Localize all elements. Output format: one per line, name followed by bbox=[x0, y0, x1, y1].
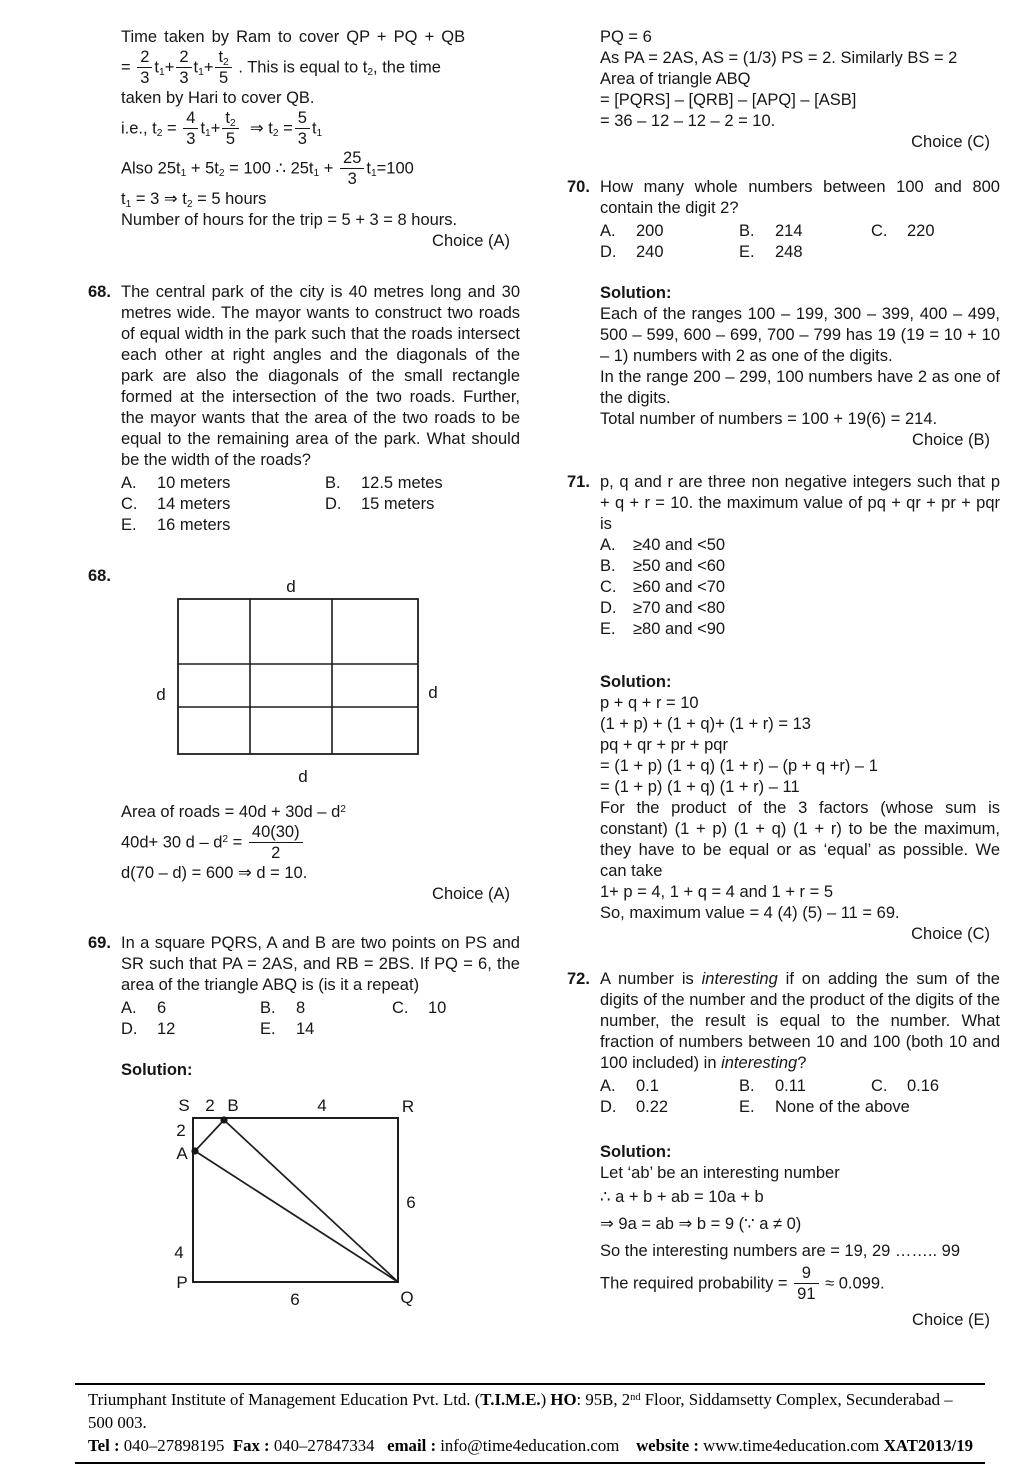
solution-line: ∴ a + b + ab = 10a + b bbox=[600, 1188, 764, 1206]
option-row bbox=[600, 577, 1000, 598]
option-letter: C. bbox=[121, 494, 138, 513]
segment-aq bbox=[195, 1151, 398, 1282]
option-value: 15 meters bbox=[361, 494, 435, 513]
solution-line: Area of roads = $40d + 30d - d^2$ bbox=[121, 802, 346, 821]
solution-line: ⇒ 9a = ab ⇒ b = 9 (∵ a ≠ 0) bbox=[600, 1215, 802, 1233]
solution-line: PQ = 6 bbox=[600, 28, 652, 46]
option-letter: D. bbox=[600, 1098, 617, 1116]
length-sb-label: 2 bbox=[205, 1095, 215, 1115]
figure-number: 68. bbox=[88, 566, 111, 585]
vertex-s-label: S bbox=[178, 1095, 190, 1115]
option-value: 10 meters bbox=[157, 473, 231, 492]
solution-line: Area of triangle ABQ bbox=[600, 70, 751, 88]
option-row bbox=[600, 556, 1000, 577]
option-value: 248 bbox=[775, 243, 803, 261]
left-column bbox=[88, 0, 520, 1319]
option-value: 240 bbox=[636, 243, 664, 261]
solution-69-continued bbox=[600, 27, 1000, 153]
option-value: 6 bbox=[157, 998, 167, 1017]
option-value: 214 bbox=[775, 222, 803, 240]
option-value: 14 meters bbox=[157, 494, 231, 513]
option-letter: B. bbox=[260, 998, 276, 1017]
point-a-dot bbox=[191, 1147, 198, 1154]
choice-label: Choice (E) bbox=[912, 1310, 990, 1329]
solution-67-continued bbox=[121, 27, 520, 252]
solution-line: Time taken by Ram to cover QP + PQ + QB bbox=[121, 28, 466, 46]
option-letter: D. bbox=[600, 243, 617, 261]
solution-line: = (1 + p) (1 + q) (1 + r) – 11 bbox=[600, 778, 800, 796]
choice-label: Choice (C) bbox=[911, 133, 990, 151]
road-width-label-bottom: d bbox=[298, 766, 308, 786]
solution-line: = 36 – 12 – 12 – 2 = 10. bbox=[600, 112, 776, 130]
road-width-label-left: d bbox=[156, 684, 166, 704]
option-value: ≥70 and <80 bbox=[633, 599, 726, 617]
point-b-dot bbox=[220, 1116, 227, 1123]
question-number: 70. bbox=[567, 178, 590, 196]
option-letter: C. bbox=[871, 1077, 888, 1095]
question-68 bbox=[88, 282, 520, 536]
vertex-q-label: Q bbox=[400, 1287, 414, 1307]
option-row bbox=[600, 535, 1000, 556]
park-rect bbox=[178, 599, 418, 754]
solution-line: = $\frac{2}{3}$ $t_1+$ $\frac{2}{3}$ $t_1+$ $\frac{t_2}{5}$ . This is equal to $t_2$, the time bbox=[121, 48, 441, 88]
solution-72 bbox=[600, 1142, 1000, 1331]
option-letter: B. bbox=[325, 473, 341, 492]
segment-bq bbox=[224, 1120, 398, 1282]
square-pqrs bbox=[193, 1118, 398, 1282]
option-value: 8 bbox=[296, 998, 306, 1017]
solution-68 bbox=[121, 802, 520, 905]
solution-line: d(70 – d) = 600 ⇒ d = 10. bbox=[121, 863, 308, 882]
solution-line: As PA = 2AS, AS = (1/3) PS = 2. Similarly BS = 2 bbox=[600, 49, 958, 67]
right-column bbox=[567, 0, 1000, 1331]
solution-line: So, maximum value = 4 (4) (5) – 11 = 69. bbox=[600, 904, 900, 922]
options-q72 bbox=[600, 1076, 1000, 1118]
option-value: 0.22 bbox=[636, 1098, 669, 1116]
option-value: ≥60 and <70 bbox=[633, 578, 726, 596]
length-br-label: 4 bbox=[317, 1095, 327, 1115]
solution-line: Let ‘ab’ be an interesting number bbox=[600, 1164, 840, 1182]
solution-line: Also $25t_1 + 5t_2 = 100$ ∴ $25t_1$ + $\frac{25}{3}$ $t_1=100$ bbox=[121, 148, 414, 189]
question-text: The central park of the city is 40 metres long and 30 metres wide. The mayor wants to construct two roads of equal width in the park such that the roads intersect each other at right angles and the diagonals of the park are also the diagonals of the small rectangle formed at the intersection of the two roads. Further, the mayor wants that the area of the two roads to be equal to the remaining area of the park. What should be the width of the roads? bbox=[121, 282, 520, 469]
solution-70 bbox=[600, 283, 1000, 451]
options-q70 bbox=[600, 221, 1000, 263]
option-letter: E. bbox=[260, 1019, 276, 1038]
option-letter: C. bbox=[871, 222, 888, 240]
park-roads-figure bbox=[143, 564, 445, 792]
square-pqrs-figure bbox=[120, 1089, 442, 1319]
option-value: 0.16 bbox=[907, 1077, 940, 1095]
segment-ab bbox=[195, 1120, 224, 1151]
question-number: 68. bbox=[88, 282, 111, 301]
solution-line: (1 + p) + (1 + q)+ (1 + r) = 13 bbox=[600, 715, 811, 733]
option-value: ≥80 and <90 bbox=[633, 620, 726, 638]
option-letter: D. bbox=[325, 494, 342, 513]
option-value: 14 bbox=[296, 1019, 315, 1038]
figure-68 bbox=[88, 564, 520, 792]
question-70 bbox=[567, 177, 1000, 263]
option-value: None of the above bbox=[775, 1098, 910, 1116]
option-letter: E. bbox=[739, 1098, 755, 1116]
solution-heading: Solution: bbox=[121, 1060, 193, 1079]
length-sa-label: 2 bbox=[176, 1120, 186, 1140]
question-text: A number is interesting if on adding the sum of the digits of the number and the product of the digits of the number, the result is equal to the number. What fraction of numbers between 10 and 100 (both 10 and 100 included) in interesting? bbox=[600, 970, 1000, 1072]
vertex-p-label: P bbox=[176, 1272, 188, 1292]
solution-paragraph: For the product of the 3 factors (whose sum is constant) (1 + p) (1 + q) (1 + r) to be the maximum, they have to be equal or as ‘equal’ as possible. We can take bbox=[600, 799, 1000, 880]
page-footer bbox=[75, 1383, 985, 1464]
option-value: 0.1 bbox=[636, 1077, 659, 1095]
solution-line: pq + qr + pr + pqr bbox=[600, 736, 728, 754]
solution-line: 1+ p = 4, 1 + q = 4 and 1 + r = 5 bbox=[600, 883, 834, 901]
option-letter: E. bbox=[600, 620, 616, 638]
option-value: 0.11 bbox=[775, 1077, 806, 1095]
vertex-r-label: R bbox=[401, 1096, 415, 1116]
option-letter: B. bbox=[739, 1077, 755, 1095]
question-text: How many whole numbers between 100 and 800 contain the digit 2? bbox=[600, 178, 1000, 217]
solution-line: So the interesting numbers are = 19, 29 …….. 99 bbox=[600, 1242, 960, 1260]
solution-line: Number of hours for the trip = 5 + 3 = 8 hours. bbox=[121, 210, 458, 229]
figure-69 bbox=[88, 1089, 520, 1319]
footer-address-line: Triumphant Institute of Management Education Pvt. Ltd. (T.I.M.E.) HO: 95B, 2nd Floor, Siddamsetty Complex, Secunderabad – 500 003. bbox=[88, 1390, 953, 1432]
solution-line: The required probability = $\frac{9}{91}$ ≈ 0.099. bbox=[600, 1264, 885, 1304]
option-letter: E. bbox=[121, 515, 137, 534]
option-letter: D. bbox=[121, 1019, 138, 1038]
choice-label: Choice (C) bbox=[911, 925, 990, 943]
option-row bbox=[600, 619, 1000, 640]
option-letter: A. bbox=[121, 998, 137, 1017]
footer-contact-line bbox=[88, 1434, 973, 1457]
solution-71 bbox=[600, 672, 1000, 945]
solution-heading: Solution: bbox=[600, 673, 672, 691]
option-letter: A. bbox=[600, 536, 616, 554]
option-row bbox=[600, 598, 1000, 619]
question-71 bbox=[567, 472, 1000, 640]
option-letter: E. bbox=[739, 243, 755, 261]
option-value: 10 bbox=[428, 998, 447, 1017]
options-q69 bbox=[121, 998, 520, 1040]
option-letter: A. bbox=[600, 1077, 616, 1095]
option-letter: B. bbox=[600, 557, 616, 575]
solution-heading: Solution: bbox=[600, 1143, 672, 1161]
solution-heading: Solution: bbox=[600, 284, 672, 302]
solution-line: = (1 + p) (1 + q) (1 + r) – (p + q +r) – 1 bbox=[600, 757, 878, 775]
option-value: 16 meters bbox=[157, 515, 231, 534]
question-text: p, q and r are three non negative integers such that p + q + r = 10. the maximum value of pq + qr + pr + pqr is bbox=[600, 473, 1000, 533]
solution-line: 40d+ 30 d – $d^2$ = $\frac{40(30)}{2}$ bbox=[121, 823, 520, 863]
option-value: 220 bbox=[907, 222, 935, 240]
road-width-label-right: d bbox=[428, 682, 438, 702]
footer-contact-details: Tel : 040–27898195 Fax : 040–27847334 email : info@time4education.com website : www.time4education.com bbox=[88, 1436, 880, 1455]
solution-line: i.e., $t_2$ = $\frac{4}{3}$ $t_1+$ $\frac{t_2}{5}$ ⇒ $t_2$ = $\frac{5}{3}$ $t_1$ bbox=[121, 108, 323, 149]
option-letter: C. bbox=[600, 578, 617, 596]
side-rq-label: 6 bbox=[406, 1192, 416, 1212]
solution-line: p + q + r = 10 bbox=[600, 694, 699, 712]
length-ap-label: 4 bbox=[174, 1242, 184, 1262]
option-value: 200 bbox=[636, 222, 664, 240]
solution-paragraph: In the range 200 – 299, 100 numbers have 2 as one of the digits. bbox=[600, 368, 1000, 407]
choice-label: Choice (B) bbox=[912, 431, 990, 449]
options-q68 bbox=[121, 473, 520, 536]
question-number: 72. bbox=[567, 970, 590, 988]
choice-label: Choice (A) bbox=[432, 884, 510, 903]
question-number: 71. bbox=[567, 473, 590, 491]
point-b-label: B bbox=[227, 1095, 239, 1115]
option-value: ≥40 and <50 bbox=[633, 536, 726, 554]
solution-line: $t_1 = 3$ ⇒ $t_2 = 5$ hours bbox=[121, 189, 267, 210]
solution-paragraph: Each of the ranges 100 – 199, 300 – 399, 400 – 499, 500 – 599, 600 – 699, 700 – 799 has 19 (19 = 10 + 10 – 1) numbers with 2 as one of the digits. bbox=[600, 305, 1000, 365]
option-value: 12.5 metes bbox=[361, 473, 443, 492]
solution-line: Total number of numbers = 100 + 19(6) = 214. bbox=[600, 410, 938, 428]
question-text: In a square PQRS, A and B are two points on PS and SR such that PA = 2AS, and RB = 2BS. If PQ = 6, the area of the triangle ABQ is (is it a repeat) bbox=[121, 933, 520, 994]
solution-line: = [PQRS] – [QRB] – [APQ] – [ASB] bbox=[600, 91, 857, 109]
option-letter: A. bbox=[121, 473, 137, 492]
option-letter: B. bbox=[739, 222, 755, 240]
option-value: 12 bbox=[157, 1019, 176, 1038]
road-width-label-top: d bbox=[286, 576, 296, 596]
footer-document-code: XAT2013/19 bbox=[883, 1436, 973, 1455]
question-69 bbox=[88, 933, 520, 1040]
point-a-label: A bbox=[176, 1143, 188, 1163]
solution-line: taken by Hari to cover QB. bbox=[121, 88, 315, 107]
option-letter: A. bbox=[600, 222, 616, 240]
question-number: 69. bbox=[88, 933, 111, 952]
option-letter: D. bbox=[600, 599, 617, 617]
option-letter: C. bbox=[392, 998, 409, 1017]
option-value: ≥50 and <60 bbox=[633, 557, 726, 575]
question-72 bbox=[567, 969, 1000, 1118]
side-pq-label: 6 bbox=[290, 1289, 300, 1309]
choice-label: Choice (A) bbox=[432, 231, 510, 250]
